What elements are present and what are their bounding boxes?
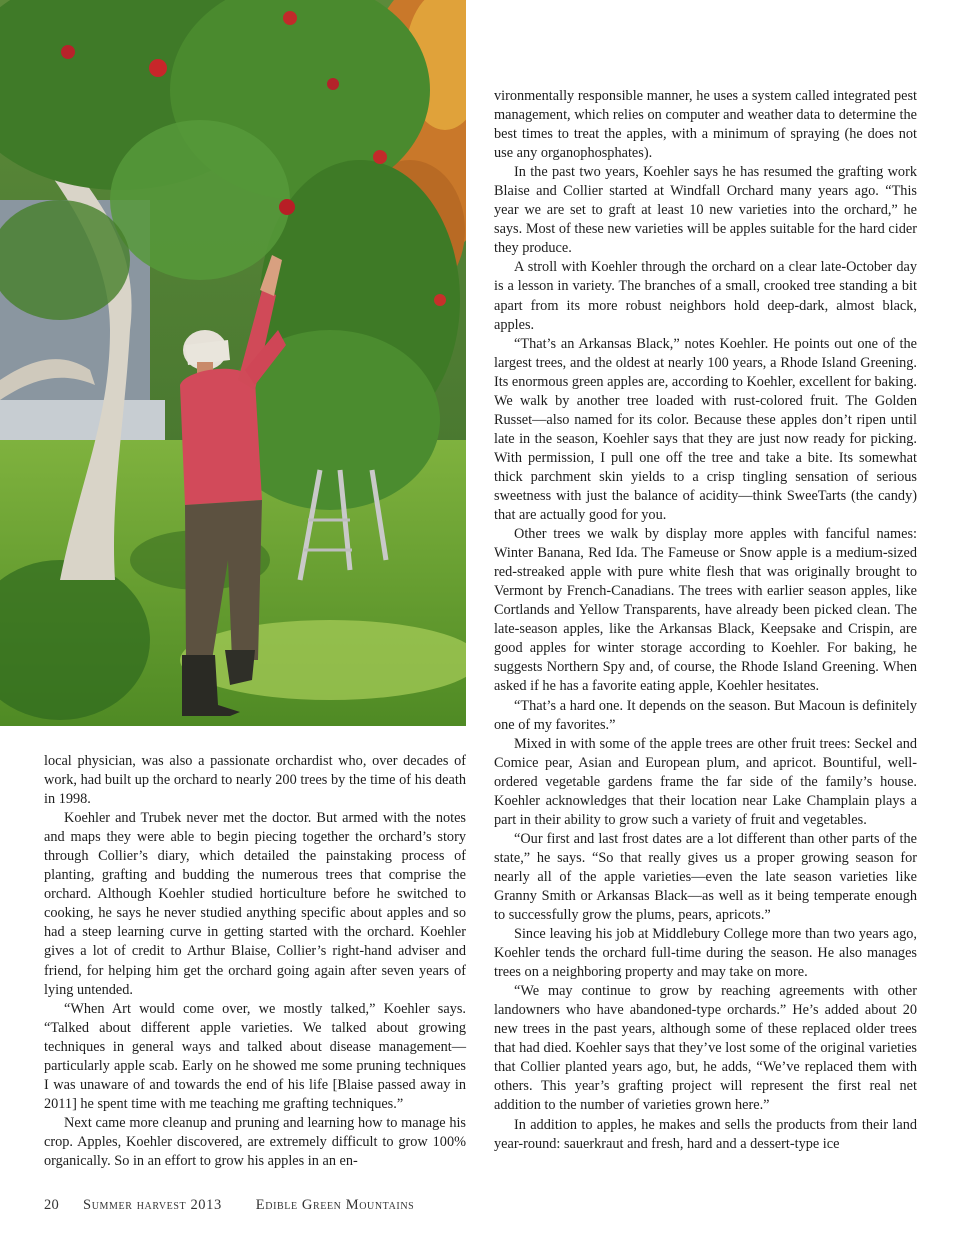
issue-label: Summer harvest 2013 <box>83 1197 222 1213</box>
article-paragraph: vironmentally responsible manner, he uses a system called integrated pest management, which relies on computer and weather data to determine the best times to treat the apples, with a minimum of spraying (he does not use any organophosphates). <box>494 88 917 162</box>
article-paragraph: In addition to apples, he makes and sells the products from their land year-round: sauerkraut and fresh, hard and a dessert-type ice <box>494 1116 917 1152</box>
article-paragraph: “That’s an Arkansas Black,” notes Koehler. He points out one of the largest trees, and the oldest at nearly 100 years, a Rhode Island Greening. Its enormous green apples are, according to Koehler, excellent for baking. We walk by another tree loaded with rust-colored fruit. The Golden Russet—also named for its color. Because these apples don’t ripen until late in the season, Koehler says that they are just now ready for picking. With permission, I pull one off the tree and take a bite. Its somewhat thick parchment skin yields to a crisp tingling sensation of serious sweetness with just the balance of acidity—think SweeTarts (the candy) that are actually good for you. <box>494 335 918 524</box>
apple-picker-illustration <box>0 0 466 726</box>
page-number: 20 <box>44 1197 60 1213</box>
article-paragraph: “When Art would come over, we mostly talked,” Koehler says. “Talked about different apple varieties. We talked about growing techniques in general ways and talked about disease management—particularly apple scab. Early on he showed me some pruning techniques I was unaware of and towards the end of his life [Blaise passed away in 2011] he spent time with me teaching me grafting techniques.” <box>44 1000 466 1112</box>
page-footer <box>44 1197 414 1214</box>
article-paragraph: Since leaving his job at Middlebury College more than two years ago, Koehler tends the orchard full-time during the season. He also manages trees on a neighboring property and may take on more. <box>494 926 917 981</box>
article-paragraph: Next came more cleanup and pruning and learning how to manage his crop. Apples, Koehler discovered, are extremely difficult to grow 100% organically. So in an effort to grow his apples in an en- <box>44 1114 466 1169</box>
article-paragraph: Koehler and Trubek never met the doctor. But armed with the notes and maps they were able to begin piecing together the orchard’s story through Collier’s diary, which detailed the painstaking process of planting, grafting and budding the numerous trees that comprise the orchard. Although Koehler studied horticulture before he switched to cooking, he says he never studied anything specific about apples and so had a steep learning curve in getting started with the orchard. Koehler gives a lot of credit to Arthur Blaise, Collier’s right-hand adviser and friend, for helping him get the orchard going again after seven years of lying untended. <box>44 810 466 998</box>
article-paragraph: Other trees we walk by display more apples with fanciful names: Winter Banana, Red Ida. The Fameuse or Snow apple is a medium-sized red-streaked apple with pure white flesh that was originally brought to Vermont by French-Canadians. The trees with earlier season apples, like Cortlands and Yellow Transparents, have already been picked clean. The late-season apples, like the Arkansas Black, Keepsake and Crispin, are good apples for winter storage according to Koehler. For baking, he suggests Northern Spy and, of course, the Rhode Island Greening. When asked if he has a favorite eating apple, Koehler hesitates. <box>494 526 917 695</box>
right-article-column <box>494 87 917 1154</box>
article-paragraph: A stroll with Koehler through the orchard on a clear late-October day is a lesson in variety. The branches of a small, crooked tree standing a bit apart from its more robust neighbors hold deep-dark, almost black, apples. <box>494 259 917 333</box>
magazine-name: Edible Green Mountains <box>255 1197 415 1213</box>
article-paragraph: “Our first and last frost dates are a lot different than other parts of the state,” he says. “So that really gives us a proper growing season for nearly all of the apple varieties—even the late season varieties like Granny Smith or Arkansas Black—as well as it being temperate enough to successfully grow the plums, pears, apricots.” <box>494 830 917 924</box>
article-paragraph: “We may continue to grow by reaching agreements with other landowners who have abandoned-type orchards.” He’s added about 20 new trees in the past years, although some of these replaced older trees that had died. Koehler says that they’ve lost some of the original varieties that Collier planted years ago, but, he adds, “We’ve replaced them with others. This year’s grafting project will represent the first real net addition to the number of varieties grown here.” <box>494 983 917 1114</box>
article-paragraph: Mixed in with some of the apple trees are other fruit trees: Seckel and Comice pear, Asian and European plum, and apricot. Bountiful, well-ordered vegetable gardens frame the far side of the family’s house. Koehler acknowledges that their location near Lake Champlain plays a part in their ability to grow such a variety of fruit and vegetables. <box>494 735 917 828</box>
article-paragraph: “That’s a hard one. It depends on the season. But Macoun is definitely one of my favorites.” <box>494 697 917 733</box>
orchard-photo <box>0 0 466 726</box>
left-article-column <box>44 752 466 1171</box>
article-paragraph: local physician, was also a passionate orchardist who, over decades of work, had built up the orchard to nearly 200 trees by the time of his death in 1998. <box>44 753 466 808</box>
article-paragraph: In the past two years, Koehler says he has resumed the grafting work Blaise and Collier started at Windfall Orchard many years ago. “This year we are set to graft at least 10 new varieties into the orchard,” he says. Most of these new varieties will be apples suitable for the hard cider they produce. <box>494 164 917 257</box>
